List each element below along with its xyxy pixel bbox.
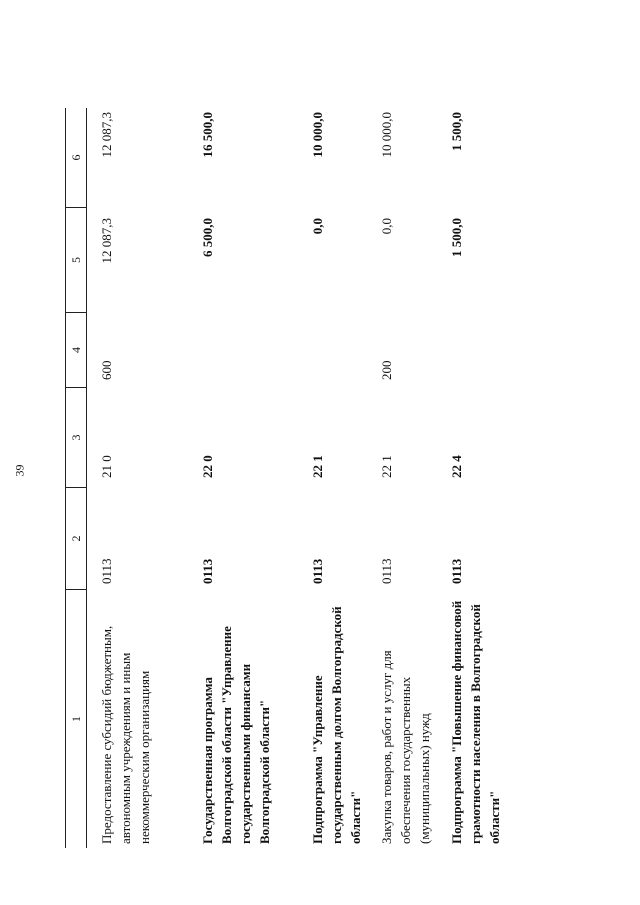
row-expense-type: 200 — [379, 360, 394, 380]
page-number: 39 — [12, 464, 27, 477]
row-name: Закупка товаров, работ и услуг для обеспечения государственных (муниципальных) нужд — [379, 650, 432, 844]
column-header-1: 1 — [69, 716, 83, 722]
column-header-2: 2 — [66, 488, 86, 590]
row-amount-change: 6 500,0 — [200, 218, 215, 257]
row-amount-total: 10 000,0 — [310, 112, 325, 158]
row-program-code: 22 1 — [310, 455, 325, 478]
row-name: Предоставление субсидий бюджетным, автономным учреждениям и иным некоммерческим организациям — [99, 625, 152, 844]
row-program-code: 22 1 — [379, 455, 394, 478]
column-header-6: 6 — [66, 108, 86, 208]
row-program-code: 22 4 — [449, 455, 464, 478]
table-header-row — [65, 108, 87, 848]
row-section-code: 0113 — [449, 558, 464, 584]
row-program-code: 21 0 — [99, 455, 114, 478]
row-section-code: 0113 — [200, 558, 215, 584]
row-amount-change: 0,0 — [379, 218, 394, 235]
row-section-code: 0113 — [310, 558, 325, 584]
row-expense-type: 600 — [99, 360, 114, 380]
row-amount-total: 10 000,0 — [379, 112, 394, 158]
row-name: Подпрограмма "Управление государственным долгом Волгоградской области" — [310, 606, 363, 844]
row-amount-change: 0,0 — [310, 218, 325, 235]
row-program-code: 22 0 — [200, 455, 215, 478]
row-amount-change: 1 500,0 — [449, 218, 464, 257]
column-header-5: 5 — [66, 208, 86, 313]
row-amount-total: 1 500,0 — [449, 112, 464, 151]
row-amount-total: 12 087,3 — [99, 112, 114, 158]
column-header-3: 3 — [66, 388, 86, 488]
row-section-code: 0113 — [379, 558, 394, 584]
row-name: Государственная программа Волгоградской области "Управление государственными финансами Волгоградской области" — [200, 626, 272, 844]
row-amount-change: 12 087,3 — [99, 218, 114, 264]
column-header-4: 4 — [66, 313, 86, 388]
budget-table — [65, 108, 505, 848]
row-name: Подпрограмма "Повышение финансовой грамотности населения в Волгоградской области" — [449, 600, 502, 844]
row-section-code: 0113 — [99, 558, 114, 584]
row-amount-total: 16 500,0 — [200, 112, 215, 158]
